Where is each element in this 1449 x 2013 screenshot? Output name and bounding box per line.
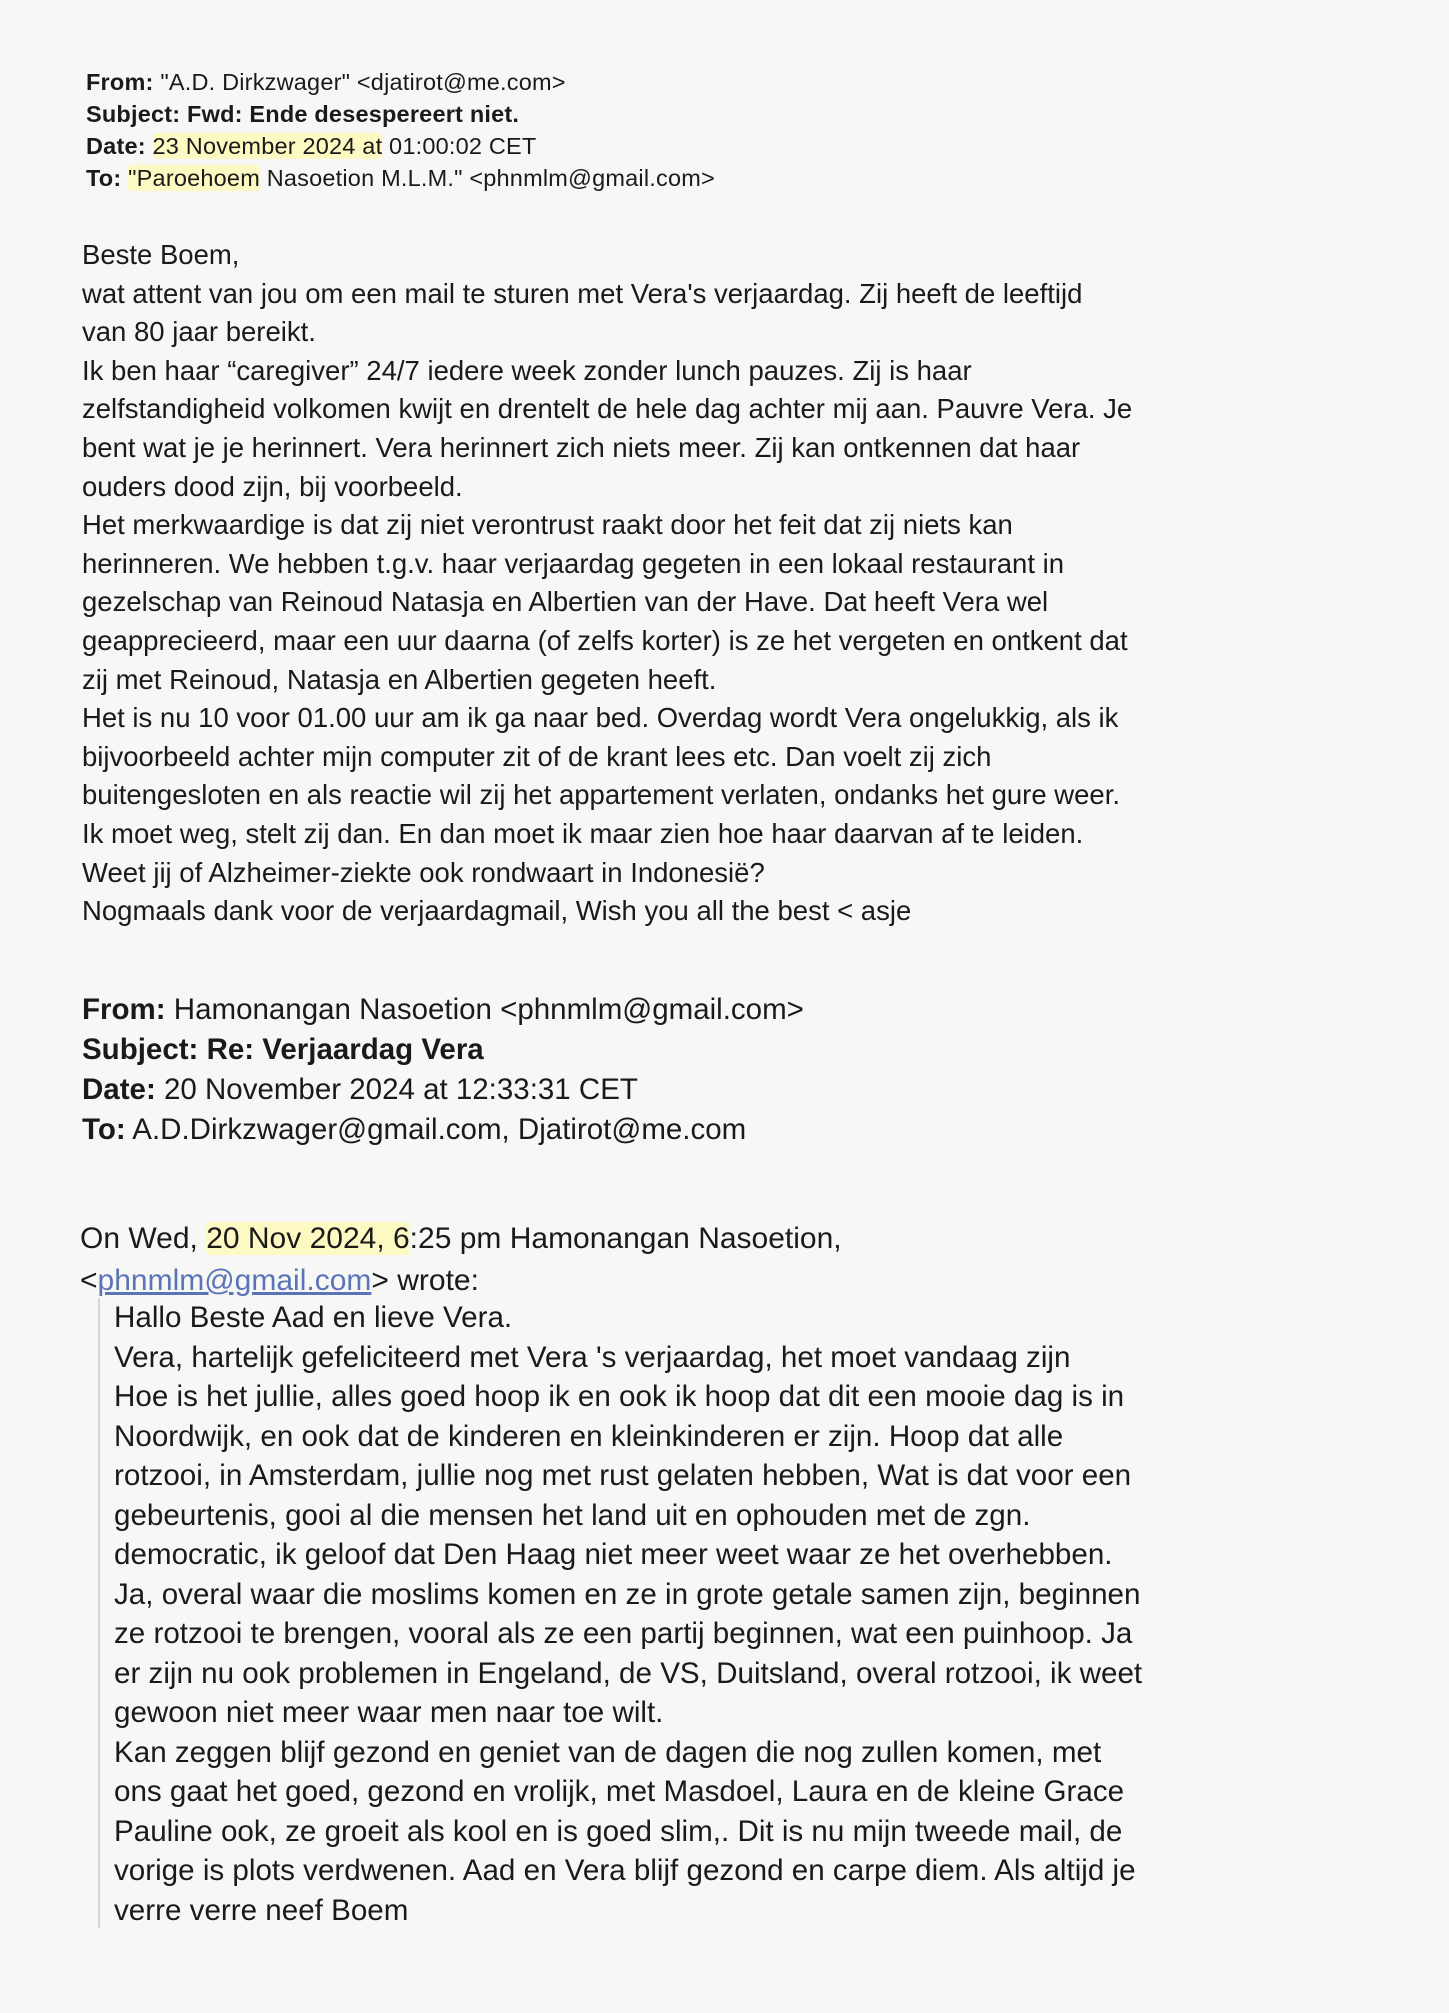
to-highlight: "Paroehoem <box>128 165 260 191</box>
reply-body <box>82 236 1412 931</box>
orig-date-value: 20 November 2024 at 12:33:31 CET <box>163 1073 638 1106</box>
body-line: buitengesloten en als reactie wil zij het appartement verlaten, ondanks het gure weer. <box>82 779 1120 811</box>
quote-line: gewoon niet meer waar men naar toe wilt. <box>114 1696 664 1729</box>
body-line: zij met Reinoud, Natasja en Albertien gegeten heeft. <box>82 663 717 695</box>
attribution-date-highlight: 20 Nov 2024, 6 <box>206 1222 410 1255</box>
orig-date <box>82 1070 1082 1110</box>
date-rest: 01:00:02 CET <box>389 133 537 159</box>
quote-line: Vera, hartelijk gefeliciteerd met Vera 's verjaardag, het moet vandaag zijn <box>114 1340 1071 1374</box>
body-line: geapprecieerd, maar een uur daarna (of zelfs korter) is ze het vergeten en ontkent dat <box>82 624 1128 656</box>
body-line: Beste Boem, <box>82 239 240 270</box>
body-line: Weet jij of Alzheimer-ziekte ook rondwaart in Indonesië? <box>82 856 765 888</box>
attribution-suffix: :25 pm Hamonangan Nasoetion, <box>409 1222 842 1255</box>
body-line: gezelschap van Reinoud Natasja en Albertien van der Have. Dat heeft Vera wel <box>82 586 1049 618</box>
quote-line: Hallo Beste Aad en lieve Vera. <box>114 1301 513 1334</box>
header-from <box>86 66 986 98</box>
date-label: Date: <box>86 133 146 159</box>
date-highlight: 23 November 2024 at <box>152 133 383 159</box>
quote-line: vorige is plots verdwenen. Aad en Vera blijf gezond en carpe diem. Als altijd je <box>114 1854 1136 1887</box>
body-line: Ik moet weg, stelt zij dan. En dan moet ik maar zien hoe haar daarvan af te leiden. <box>82 817 1084 849</box>
orig-to-value: A.D.Dirkzwager@gmail.com, Djatirot@me.com <box>132 1113 747 1146</box>
quoted-message <box>98 1298 1394 1928</box>
quote-attribution <box>80 1218 1280 1302</box>
orig-subject <box>82 1030 1082 1070</box>
quote-line: rotzooi, in Amsterdam, jullie nog met rust gelaten hebben, Wat is dat voor een <box>114 1459 1132 1492</box>
body-line: Het merkwaardige is dat zij niet verontrust raakt door het feit dat zij niets kan <box>82 509 1013 541</box>
quote-line: Pauline ook, ze groeit als kool en is goed slim,. Dit is nu mijn tweede mail, de <box>114 1814 1123 1848</box>
body-line: van 80 jaar bereikt. <box>82 316 316 348</box>
orig-from-label: From: <box>82 993 166 1026</box>
body-line: Nogmaals dank voor de verjaardagmail, Wish you all the best < asje <box>82 895 912 927</box>
body-line: zelfstandigheid volkomen kwijt en drentelt de hele dag achter mij aan. Pauvre Vera. Je <box>82 393 1133 425</box>
orig-to <box>82 1110 1082 1150</box>
subject-label: Subject: <box>86 101 181 127</box>
attribution-open: < <box>80 1264 98 1297</box>
quote-line: gebeurtenis, gooi al die mensen het land uit en ophouden met de zgn. <box>114 1498 1031 1532</box>
body-line: ouders dood zijn, bij voorbeeld. <box>82 470 463 502</box>
quote-line: ons gaat het goed, gezond en vrolijk, met Masdoel, Laura en de kleine Grace <box>114 1775 1125 1808</box>
attribution-line-2 <box>80 1260 1280 1302</box>
header-to <box>86 162 986 194</box>
from-value: "A.D. Dirkzwager" <djatirot@me.com> <box>160 69 566 95</box>
to-label: To: <box>86 165 122 191</box>
quote-line: Hoe is het jullie, alles goed hoop ik en ook ik hoop dat dit een mooie dag is in <box>114 1380 1125 1413</box>
body-line: herinneren. We hebben t.g.v. haar verjaardag gegeten in een lokaal restaurant in <box>82 547 1064 579</box>
from-label: From: <box>86 69 154 95</box>
quote-line: verre verre neef Boem <box>114 1893 409 1927</box>
quote-line: ze rotzooi te brengen, vooral als ze een partij beginnen, wat een puinhoop. Ja <box>114 1617 1133 1650</box>
orig-subject-label: Subject: <box>82 1033 199 1066</box>
attribution-prefix: On Wed, <box>80 1222 198 1255</box>
quote-line: Noordwijk, en ook dat de kinderen en kleinkinderen er zijn. Hoop dat alle <box>114 1419 1064 1453</box>
quote-line: Ja, overal waar die moslims komen en ze in grote getale samen zijn, beginnen <box>114 1577 1141 1611</box>
body-line: Ik ben haar “caregiver” 24/7 iedere week zonder lunch pauzes. Zij is haar <box>82 354 972 386</box>
quote-line: er zijn nu ook problemen in Engeland, de VS, Duitsland, overal rotzooi, ik weet <box>114 1656 1143 1690</box>
header-subject <box>86 98 986 130</box>
forward-header <box>86 66 986 194</box>
header-date <box>86 130 986 162</box>
quote-line: democratic, ik geloof dat Den Haag niet meer weet waar ze het overhebben. <box>114 1538 1113 1571</box>
subject-value: Fwd: Ende desespereert niet. <box>187 101 520 127</box>
orig-to-label: To: <box>82 1113 126 1146</box>
orig-from <box>82 990 1082 1030</box>
body-line: Het is nu 10 voor 01.00 uur am ik ga naar bed. Overdag wordt Vera ongelukkig, als ik <box>82 702 1119 734</box>
email-link[interactable]: phnmlm@gmail.com <box>97 1264 372 1297</box>
body-line: wat attent van jou om een mail te sturen met Vera's verjaardag. Zij heeft de leeftijd <box>82 277 1083 309</box>
body-line: bijvoorbeeld achter mijn computer zit of de krant lees etc. Dan voelt zij zich <box>82 740 992 772</box>
attribution-line-1 <box>80 1218 1280 1260</box>
to-rest: Nasoetion M.L.M." <phnmlm@gmail.com> <box>266 165 715 191</box>
original-message-header <box>82 990 1082 1150</box>
orig-subject-value: Re: Verjaardag Vera <box>206 1033 484 1066</box>
body-line: bent wat je je herinnert. Vera herinnert zich niets meer. Zij kan ontkennen dat haar <box>82 431 1081 463</box>
orig-from-value: Hamonangan Nasoetion <phnmlm@gmail.com> <box>173 993 804 1026</box>
attribution-close: > wrote: <box>371 1264 479 1297</box>
orig-date-label: Date: <box>82 1073 156 1106</box>
quote-line: Kan zeggen blijf gezond en geniet van de dagen die nog zullen komen, met <box>114 1735 1102 1769</box>
